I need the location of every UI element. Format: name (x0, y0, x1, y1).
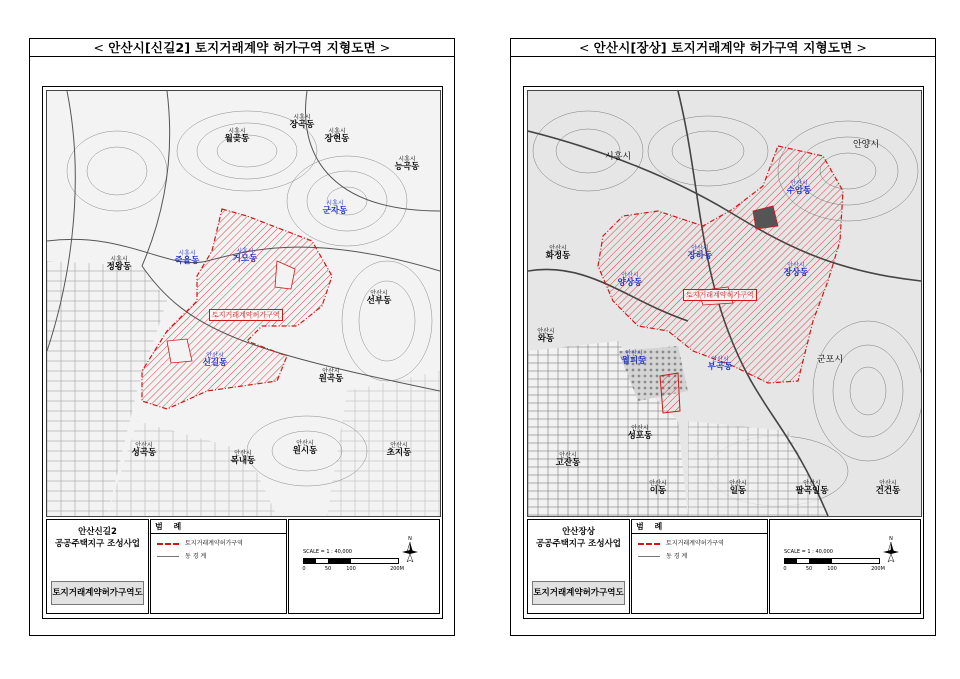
map-frame (42, 86, 443, 619)
dong-label: 안산시 성포동 (627, 425, 653, 442)
dong-label: 안산시 성곡동 (131, 442, 157, 459)
dong-label: 안산시 화정동 (545, 245, 571, 262)
dong-label: 안산시 건건동 (875, 480, 901, 497)
dong-label: 시흥시 장곡동 (289, 114, 315, 131)
topographic-map (527, 90, 922, 517)
legend-item-permit-zone: 토지거래계약허가구역 (638, 540, 724, 548)
legend-item-dong-boundary: 동 경 계 (638, 553, 687, 561)
scale-box (288, 519, 440, 614)
svg-text:N: N (408, 536, 412, 542)
legend (150, 519, 287, 614)
dong-label: 시흥시 장현동 (324, 128, 350, 145)
svg-text:N: N (889, 536, 893, 542)
map-sheet-left (29, 38, 455, 636)
scale-tick: 0 (783, 566, 787, 572)
dong-label: 안산시 부곡동 (707, 356, 733, 373)
dong-label: 안산시 원곡동 (318, 368, 344, 385)
scale-bar (784, 558, 880, 564)
scale-tick: 50 (324, 566, 332, 572)
scale-bar (303, 558, 399, 564)
dong-label: 안산시 장상동 (783, 262, 809, 279)
dong-label: 안산시 팔곡일동 (795, 480, 829, 497)
dong-label: 시흥시 군자동 (322, 200, 348, 217)
title-bracket-close: > (856, 40, 868, 55)
project-name: 안산신길2 공공주택지구 조성사업 (54, 527, 141, 549)
title-text: 안산시[신길2] 토지거래계약 허가구역 지형도면 (108, 40, 376, 55)
project-box (46, 519, 149, 614)
city-label: 안양시 (852, 140, 880, 150)
legend-heading: 범 례 (151, 520, 286, 534)
north-arrow-icon (881, 534, 901, 564)
map-drawing (528, 91, 921, 516)
title-bracket-close: > (379, 40, 391, 55)
title-bracket-open: < (93, 40, 105, 55)
scale-tick: 200M (390, 566, 404, 572)
sheet-title (30, 39, 454, 57)
dong-label: 안산시 수암동 (786, 180, 812, 197)
zone-label: 토지거래계약허가구역 (209, 309, 283, 321)
legend-heading: 범 례 (632, 520, 767, 534)
title-bracket-open: < (578, 40, 590, 55)
dong-label: 안산시 와동 (537, 328, 555, 345)
sheet-title (511, 39, 935, 57)
project-subtitle: 토지거래계약허가구역도 (532, 581, 625, 605)
scale-tick: 200M (871, 566, 885, 572)
gray-line-icon (638, 556, 660, 557)
dong-label: 안산시 선부동 (366, 290, 392, 307)
dong-label: 시흥시 거모동 (232, 248, 258, 265)
dong-label: 안산시 양상동 (617, 272, 643, 289)
dong-label: 시흥시 정왕동 (106, 256, 132, 273)
dong-label: 안산시 신길동 (202, 352, 228, 369)
map-sheet-right (510, 38, 936, 636)
dong-label: 안산시 일동 (729, 480, 747, 497)
red-dash-line-icon (157, 543, 179, 545)
north-arrow-icon (400, 534, 420, 564)
scale-text: SCALE = 1 : 40,000 (784, 549, 833, 555)
dong-label: 시흥시 월곶동 (224, 128, 250, 145)
legend-item-dong-boundary: 동 경 계 (157, 553, 206, 561)
scale-box (769, 519, 921, 614)
topographic-map (46, 90, 441, 517)
map-frame (523, 86, 924, 619)
scale-tick: 100 (827, 566, 837, 572)
title-block (46, 519, 439, 614)
project-name: 안산장상 공공주택지구 조성사업 (535, 527, 622, 549)
dong-label: 안산시 월피동 (621, 350, 647, 367)
city-label: 군포시 (816, 355, 844, 365)
project-box (527, 519, 630, 614)
scale-tick: 100 (346, 566, 356, 572)
dong-label: 안산시 장하동 (687, 245, 713, 262)
project-subtitle: 토지거래계약허가구역도 (51, 581, 144, 605)
scale-tick: 0 (302, 566, 306, 572)
dong-label: 시흥시 죽율동 (174, 250, 200, 267)
gray-line-icon (157, 556, 179, 557)
legend-item-permit-zone: 토지거래계약허가구역 (157, 540, 243, 548)
scale-text: SCALE = 1 : 40,000 (303, 549, 352, 555)
title-block (527, 519, 920, 614)
dong-label: 안산시 원시동 (292, 440, 318, 457)
dong-label: 시흥시 능곡동 (394, 156, 420, 173)
dong-label: 안산시 초지동 (386, 442, 412, 459)
red-dash-line-icon (638, 543, 660, 545)
title-text: 안산시[장상] 토지거래계약 허가구역 지형도면 (593, 40, 853, 55)
dong-label: 안산시 목내동 (230, 450, 256, 467)
city-label: 시흥시 (604, 152, 632, 162)
dong-label: 안산시 이동 (649, 480, 667, 497)
zone-label: 토지거래계약허가구역 (683, 289, 757, 301)
legend (631, 519, 768, 614)
scale-tick: 50 (805, 566, 813, 572)
dong-label: 안산시 고잔동 (555, 452, 581, 469)
